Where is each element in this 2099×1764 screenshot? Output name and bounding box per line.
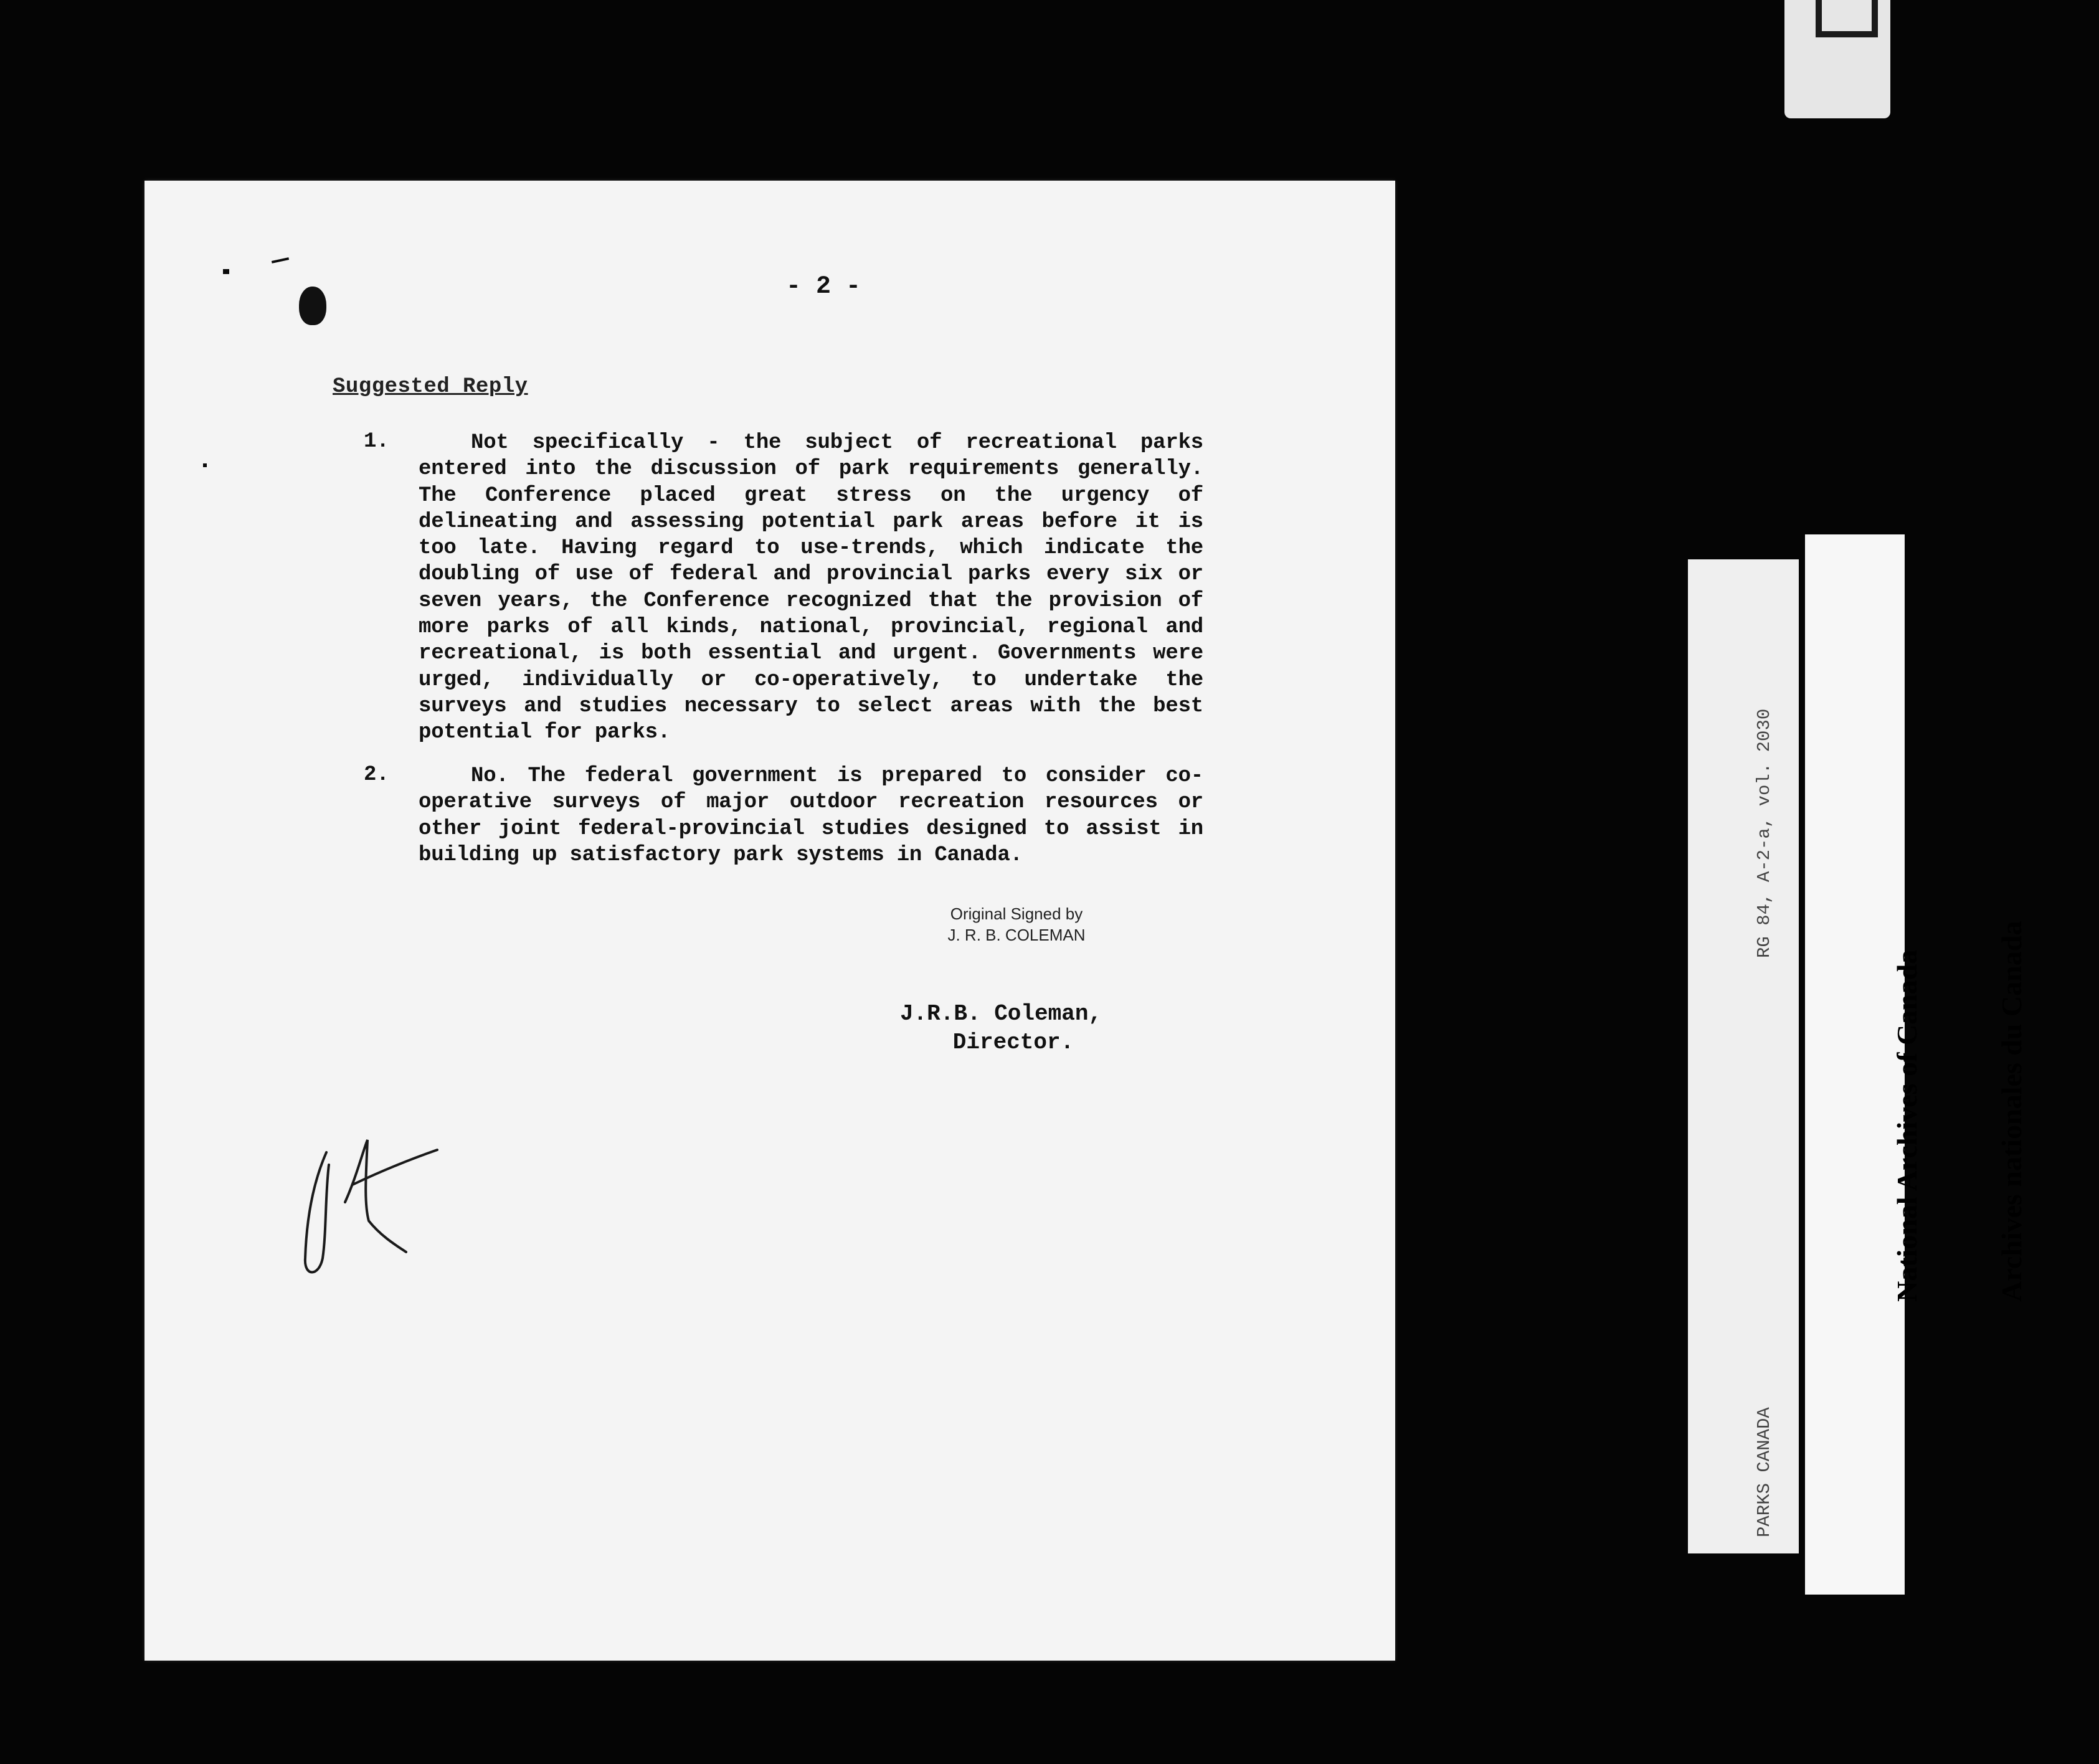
item-text: Not specifically - the subject of recreational parks entered into the discussion of park requirements generally. The Conference placed great stress on the urgency of delineating and assessing potential park areas before it is too late. Having regard to use-trends, which indicate the doubling of use of federal and provincial parks every six or seven years, the Conference recognized that the provision of more parks of all kinds, national, provincial, regional and recreational, is both essential and urgent. Governments were urged, individually or co-operatively, to undertake the surveys and studies necessary to select areas with the best potential for parks. [419,431,1203,745]
archive-line-2: Archives nationales du Canada [1996,921,2027,1302]
stamp-line-1: Original Signed by [950,904,1083,923]
page-number: - 2 - [786,273,861,301]
margin-speck [272,257,289,263]
item-text: No. The federal government is prepared to consider co-operative surveys of major outdoor recreation resources or other joint federal-provincial studies designed to assist in building up satisfactory park systems in Canada. [419,764,1203,867]
reply-item-2 [364,763,1385,868]
signer-title: Director. [952,1030,1074,1055]
punch-hole [299,287,326,325]
archive-line-1: National Archives of Canada [1891,949,1923,1302]
margin-speck [223,269,229,274]
stamp-line-2: J. R. B. COLEMAN [947,926,1086,944]
reference-line-4: PARKS CANADA [1754,1407,1774,1537]
reply-item-1 [364,430,1385,746]
archive-card [1805,534,2027,1595]
item-number: 1. [364,430,389,453]
archive-text [1820,921,2099,1302]
reference-card [1688,559,1799,1553]
reference-line-1: RG 84, A-2-a, vol. 2030 [1754,708,1774,958]
document-page [145,181,1395,1661]
item-number: 2. [364,763,389,787]
suggested-reply-heading: Suggested Reply [333,375,528,399]
signature-block [861,1000,1141,1057]
microfilm-frame-marker [1784,0,1890,118]
handwritten-initials [288,1127,450,1289]
frame-marker-bracket [1816,0,1878,37]
margin-speck [203,463,207,467]
signer-name: J.R.B. Coleman, [899,1001,1102,1027]
signature-stamp [861,903,1172,946]
